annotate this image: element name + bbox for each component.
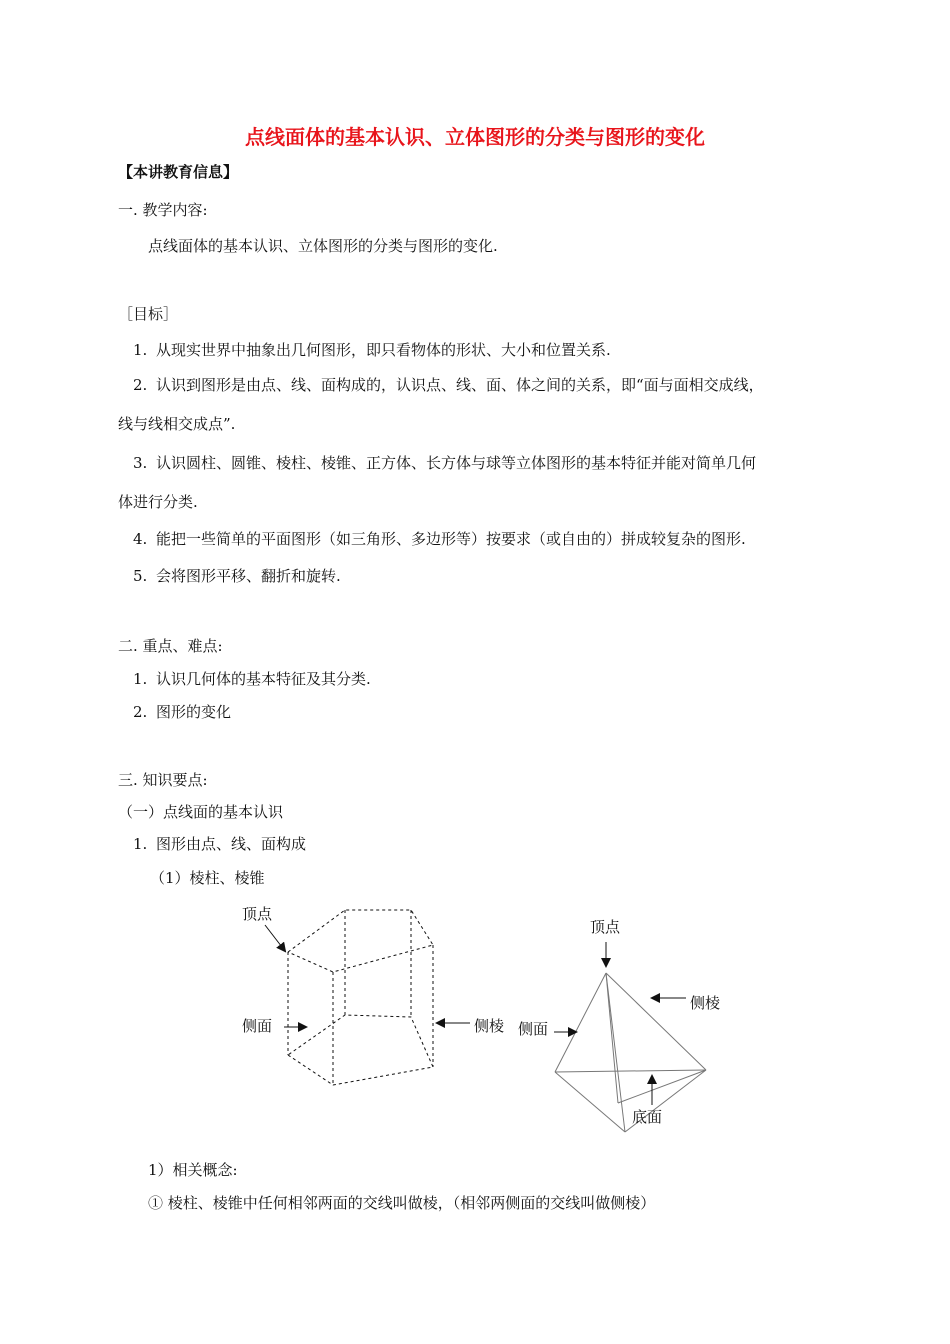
pyramid-base-edge-3 xyxy=(618,1070,706,1103)
goal-2-cont: 线与线相交成点”. xyxy=(118,415,236,433)
prism-lateral-edge-label: 侧棱 xyxy=(474,1017,505,1035)
part1-content: 点线面体的基本认识、立体图形的分类与图形的变化. xyxy=(148,237,498,255)
pyramid-edge-front xyxy=(606,973,625,1132)
section-header: 【本讲教育信息】 xyxy=(118,163,239,181)
part3-item1-text: 图形由点、线、面构成 xyxy=(156,835,307,853)
pyramid-lateral-edge-label: 侧棱 xyxy=(690,994,721,1012)
pyramid-base-diag-1 xyxy=(555,1070,706,1072)
goal-1-num: 1. xyxy=(133,341,148,359)
prism-side-face-label: 侧面 xyxy=(242,1017,273,1035)
part2-item-1-num: 1. xyxy=(133,670,148,688)
page-title: 点线面体的基本认识、立体图形的分类与图形的变化 xyxy=(245,125,705,149)
goal-2-num: 2. xyxy=(133,376,148,394)
concepts-heading: 1）相关概念: xyxy=(148,1161,238,1179)
pyramid-figure xyxy=(510,910,750,1140)
goal-3-num: 3. xyxy=(133,454,148,472)
pyramid-edge-back xyxy=(606,973,618,1103)
pyramid-vertex-label: 顶点 xyxy=(590,918,621,936)
goal-2-text: 认识到图形是由点、线、面构成的，认识点、线、面、体之间的关系，即“面与面相交成线， xyxy=(156,376,764,394)
goal-4-text: 能把一些简单的平面图形（如三角形、多边形等）按要求（或自由的）拼成较复杂的图形. xyxy=(156,530,746,548)
prism-bottom-face xyxy=(288,1015,433,1085)
goal-5-text: 会将图形平移、翻折和旋转. xyxy=(156,567,341,585)
pyramid-edge-left xyxy=(555,973,606,1072)
part3-heading: 三. 知识要点: xyxy=(118,771,208,789)
goal-4-num: 4. xyxy=(133,530,148,548)
pyramid-side-face-label: 侧面 xyxy=(518,1020,549,1038)
goal-3-text: 认识圆柱、圆锥、棱柱、棱锥、正方体、长方体与球等立体图形的基本特征并能对简单几何 xyxy=(156,454,757,472)
part2-item-1-text: 认识几何体的基本特征及其分类. xyxy=(156,670,371,688)
part2-item-2-num: 2. xyxy=(133,703,148,721)
concepts-item-1: ① 棱柱、棱锥中任何相邻两面的交线叫做棱，（相邻两侧面的交线叫做侧棱） xyxy=(148,1194,656,1212)
part1-heading: 一. 教学内容: xyxy=(118,201,208,219)
goal-1-text: 从现实世界中抽象出几何图形，即只看物体的形状、大小和位置关系. xyxy=(156,341,611,359)
goal-5-num: 5. xyxy=(133,567,148,585)
pyramid-edge-right xyxy=(606,973,706,1070)
part2-item-2-text: 图形的变化 xyxy=(156,703,232,721)
pyramid-base-label: 底面 xyxy=(632,1108,663,1126)
part3-sub1: （一）点线面的基本认识 xyxy=(118,803,284,821)
pyramid-base-edge-1 xyxy=(555,1072,625,1132)
part2-heading: 二. 重点、难点: xyxy=(118,637,223,655)
goals-heading: ［目标］ xyxy=(118,305,179,323)
prism-vertex-arrow xyxy=(265,925,285,951)
prism-vertex-label: 顶点 xyxy=(242,905,273,923)
part3-sub-item: （1）棱柱、棱锥 xyxy=(150,869,265,887)
prism-figure xyxy=(230,895,530,1115)
goal-3-cont: 体进行分类. xyxy=(118,493,198,511)
part3-item1-num: 1. xyxy=(133,835,148,853)
